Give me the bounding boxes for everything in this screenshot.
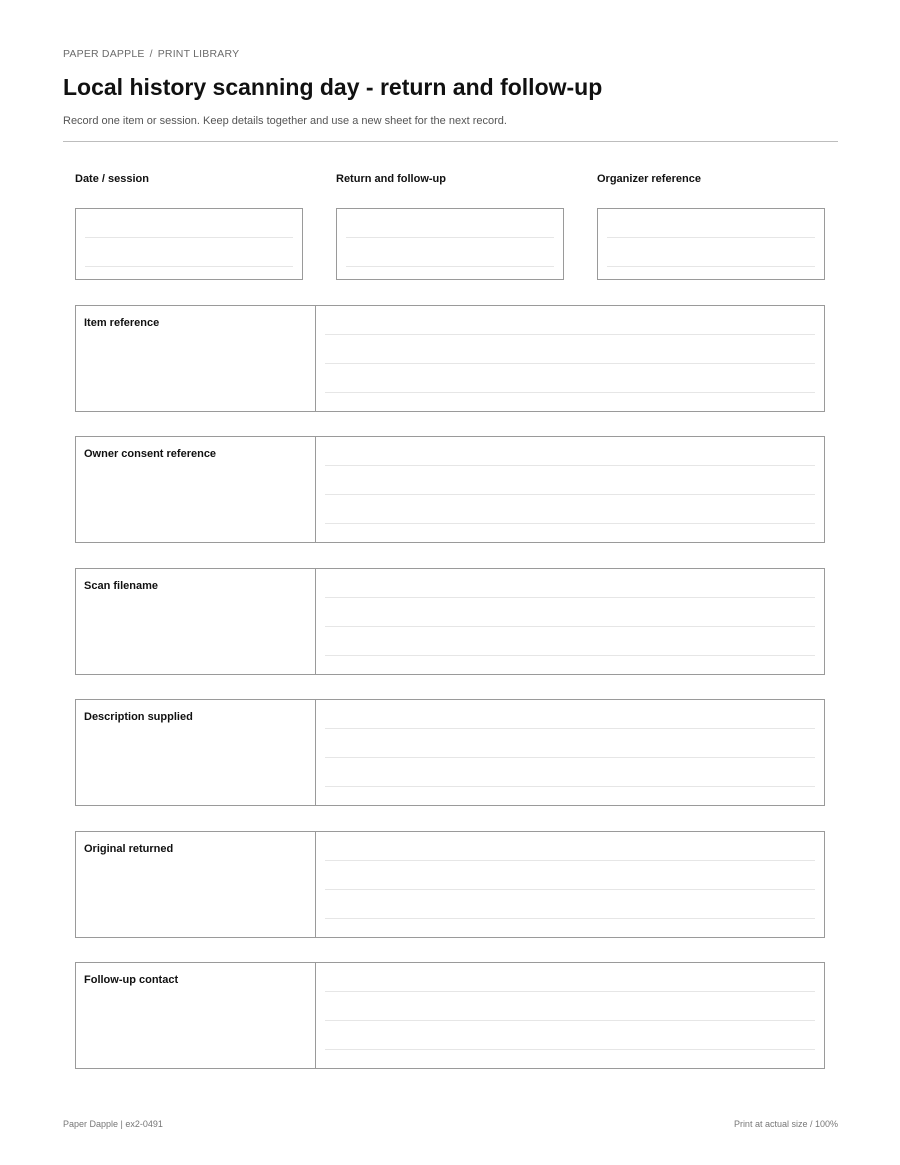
return-follow-up-box[interactable] bbox=[336, 208, 564, 280]
breadcrumb-brand: PAPER DAPPLE bbox=[63, 48, 145, 60]
writing-line bbox=[325, 465, 815, 466]
writing-line bbox=[325, 918, 815, 919]
writing-line bbox=[325, 494, 815, 495]
page-subtitle: Record one item or session. Keep details together and use a new sheet for the next record. bbox=[63, 115, 507, 127]
writing-line bbox=[325, 1049, 815, 1050]
follow-up-contact-label: Follow-up contact bbox=[84, 974, 179, 986]
organizer-reference-label: Organizer reference bbox=[597, 173, 701, 185]
writing-line bbox=[346, 266, 554, 267]
writing-line bbox=[325, 991, 815, 992]
writing-line bbox=[325, 889, 815, 890]
writing-line bbox=[607, 237, 815, 238]
scan-filename-row[interactable] bbox=[75, 568, 825, 675]
breadcrumb-separator: / bbox=[149, 48, 153, 60]
scan-filename-label: Scan filename bbox=[84, 580, 158, 592]
date-session-box[interactable] bbox=[75, 208, 303, 280]
writing-line bbox=[325, 523, 815, 524]
writing-line bbox=[325, 757, 815, 758]
description-supplied-row[interactable] bbox=[75, 699, 825, 806]
field-label-cell bbox=[76, 832, 316, 937]
writing-line bbox=[325, 860, 815, 861]
field-label-cell bbox=[76, 437, 316, 542]
field-label-cell bbox=[76, 306, 316, 411]
writing-line bbox=[325, 728, 815, 729]
writing-line bbox=[607, 266, 815, 267]
writing-line bbox=[346, 237, 554, 238]
owner-consent-reference-row[interactable] bbox=[75, 436, 825, 543]
breadcrumb bbox=[63, 48, 239, 60]
description-supplied-label: Description supplied bbox=[84, 711, 193, 723]
writing-line bbox=[325, 334, 815, 335]
date-session-label: Date / session bbox=[75, 173, 149, 185]
follow-up-contact-row[interactable] bbox=[75, 962, 825, 1069]
header-divider bbox=[63, 141, 838, 142]
item-reference-label: Item reference bbox=[84, 317, 160, 329]
page-title: Local history scanning day - return and follow-up bbox=[63, 74, 603, 100]
organizer-reference-box[interactable] bbox=[597, 208, 825, 280]
footer-document-id: Paper Dapple | ex2-0491 bbox=[63, 1119, 163, 1129]
item-reference-row[interactable] bbox=[75, 305, 825, 412]
footer-print-note: Print at actual size / 100% bbox=[733, 1119, 838, 1129]
return-follow-up-label: Return and follow-up bbox=[336, 173, 446, 185]
field-label-cell bbox=[76, 569, 316, 674]
writing-line bbox=[325, 626, 815, 627]
writing-line bbox=[325, 597, 815, 598]
owner-consent-reference-label: Owner consent reference bbox=[84, 448, 217, 460]
writing-line bbox=[85, 237, 293, 238]
writing-line bbox=[325, 655, 815, 656]
original-returned-label: Original returned bbox=[84, 843, 174, 855]
field-label-cell bbox=[76, 963, 316, 1068]
writing-line bbox=[325, 786, 815, 787]
writing-line bbox=[325, 1020, 815, 1021]
writing-line bbox=[325, 392, 815, 393]
field-label-cell bbox=[76, 700, 316, 805]
writing-line bbox=[85, 266, 293, 267]
original-returned-row[interactable] bbox=[75, 831, 825, 938]
writing-line bbox=[325, 363, 815, 364]
breadcrumb-section: PRINT LIBRARY bbox=[157, 48, 240, 60]
